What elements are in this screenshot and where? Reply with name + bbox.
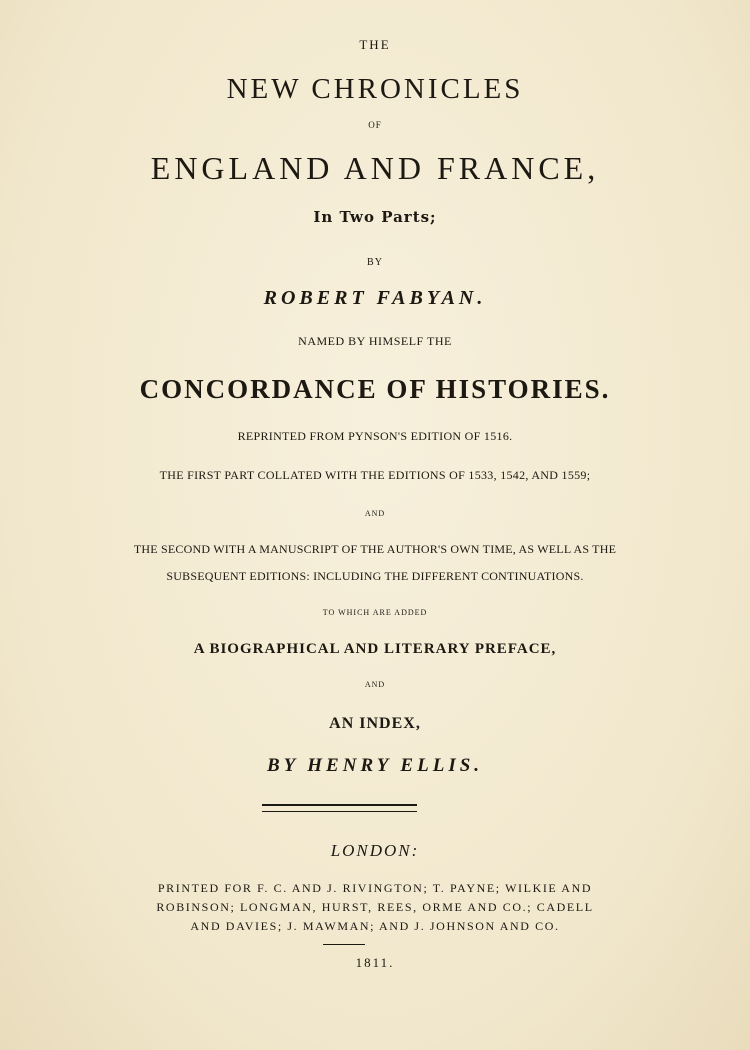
conjunction-2: AND <box>364 680 386 689</box>
imprint-city: LONDON: <box>330 841 420 860</box>
reprint-note: REPRINTED FROM PYNSON'S EDITION OF 1516. <box>237 429 513 443</box>
title-subject: ENGLAND AND FRANCE, <box>150 150 600 186</box>
preface-title: A BIOGRAPHICAL AND LITERARY PREFACE, <box>193 641 557 657</box>
double-rule-divider <box>262 804 417 812</box>
by-label: BY <box>367 257 383 268</box>
subsequent-editions-note: SUBSEQUENT EDITIONS: INCLUDING THE DIFFERENT CONTINUATIONS. <box>166 569 584 583</box>
title-article: THE <box>359 37 391 52</box>
added-label: TO WHICH ARE ADDED <box>322 608 428 617</box>
author-name: ROBERT FABYAN. <box>263 287 487 309</box>
publishers-line-3: AND DAVIES; J. MAWMAN; AND J. JOHNSON AND CO. <box>190 919 560 933</box>
publication-year: 1811. <box>355 955 395 970</box>
short-rule-divider <box>323 944 365 945</box>
first-part-note: THE FIRST PART COLLATED WITH THE EDITIONS OF 1533, 1542, AND 1559; <box>159 468 591 482</box>
conjunction-1: AND <box>364 509 386 518</box>
editor-name: BY HENRY ELLIS. <box>266 755 484 776</box>
publishers-line-1: PRINTED FOR F. C. AND J. RIVINGTON; T. PAYNE; WILKIE AND <box>157 881 593 895</box>
title-preposition: OF <box>368 120 382 130</box>
second-part-note: THE SECOND WITH A MANUSCRIPT OF THE AUTHOR'S OWN TIME, AS WELL AS THE <box>133 542 617 556</box>
index-title: AN INDEX, <box>329 715 421 732</box>
publishers-line-2: ROBINSON; LONGMAN, HURST, REES, ORME AND CO.; CADELL <box>156 900 594 914</box>
parts-note: In Two Parts; <box>313 208 437 226</box>
named-line: NAMED BY HIMSELF THE <box>298 334 452 348</box>
main-title: NEW CHRONICLES <box>226 73 524 105</box>
alternate-title: CONCORDANCE OF HISTORIES. <box>139 374 611 404</box>
